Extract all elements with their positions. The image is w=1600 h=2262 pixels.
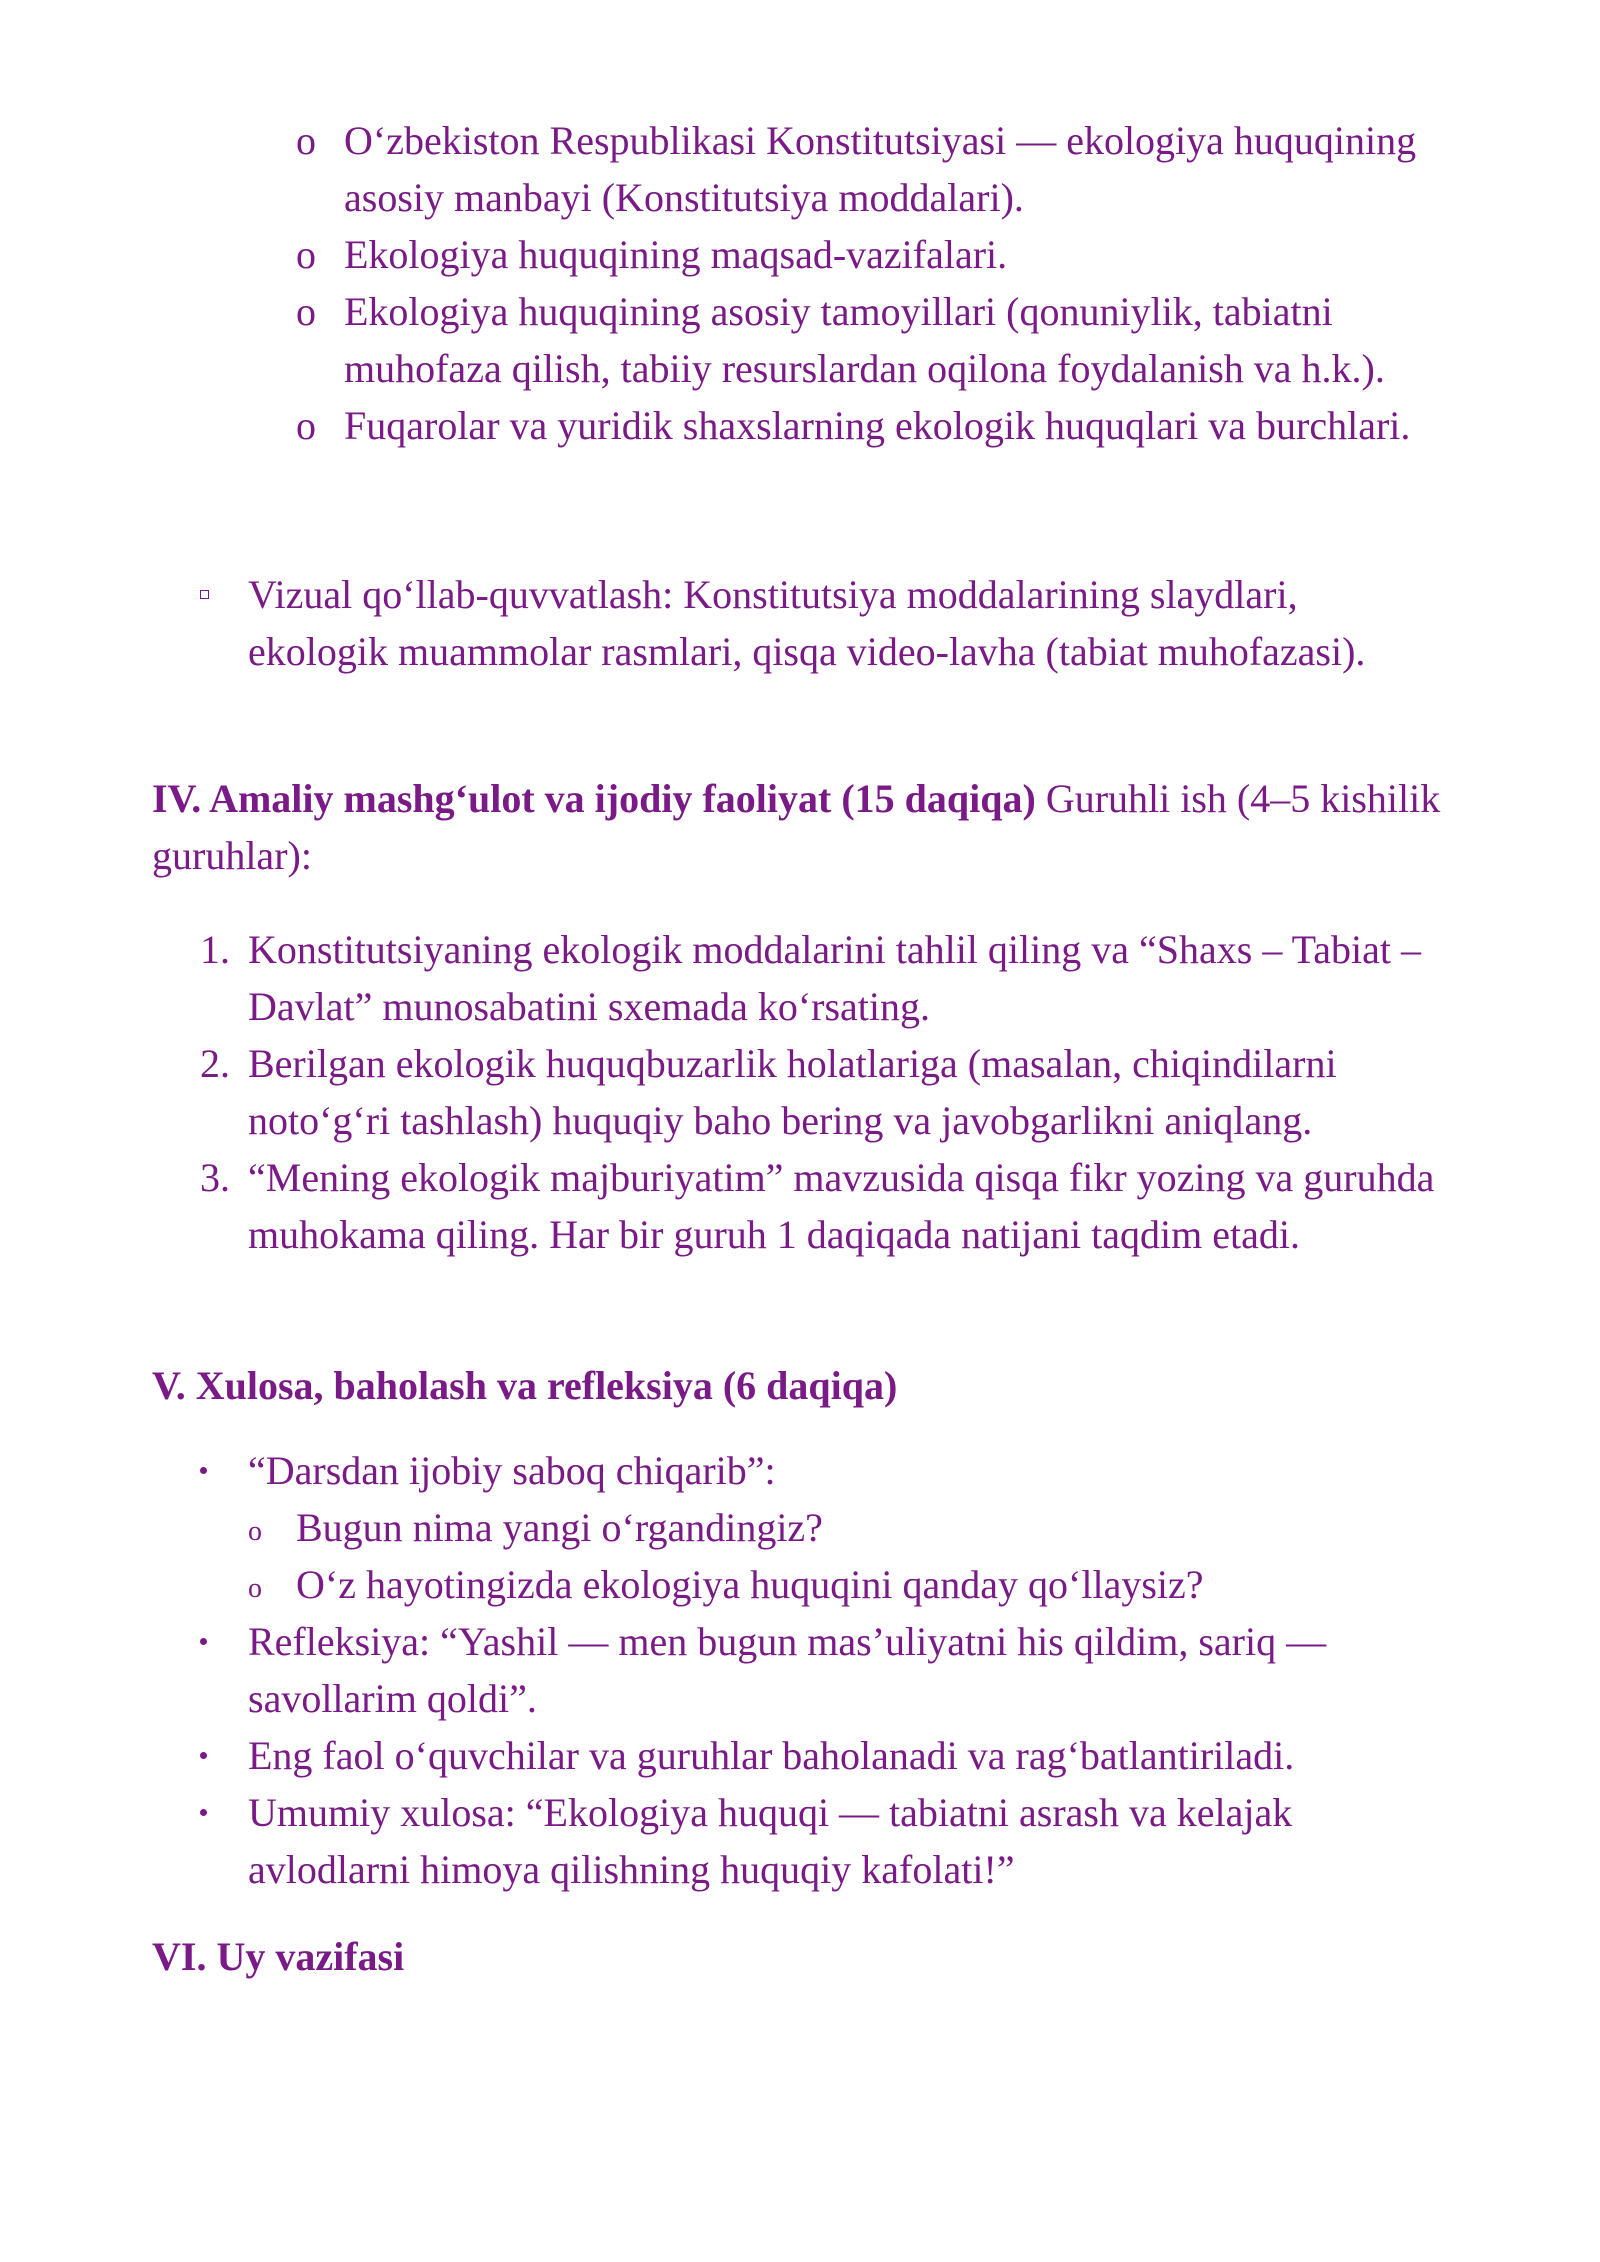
continuation-sublist: [296, 112, 1446, 454]
list-item: [200, 566, 1440, 680]
lesson-question-text: “Darsdan ijobiy saboq chiqarib”:: [248, 1448, 776, 1493]
list-item: [200, 1035, 1440, 1149]
bullet-dot-icon: [200, 1467, 207, 1474]
list-number: 2.: [200, 1041, 230, 1086]
sublist-item: [296, 283, 1446, 397]
conclusion-bullet-list: [200, 1442, 1440, 1898]
list-item: [200, 1442, 1440, 1499]
bullet-dot-icon: [200, 1638, 207, 1645]
sublist-item-text: O‘zbekiston Respublikasi Konstitutsiyasi — ekologiya huquqining asosiy manbayi (Konstitutsiya moddalari).: [344, 118, 1417, 220]
sublist-item-text: Ekologiya huquqining asosiy tamoyillari (qonuniylik, tabiatni muhofaza qilish, tabiiy resurslardan oqilona foydalanish va h.k.).: [344, 289, 1385, 391]
section-4-intro: Guruhli ish (4–5 kishilik guruhlar):: [152, 776, 1441, 878]
question-sublist: [248, 1499, 1440, 1613]
circle-bullet-icon: o: [296, 118, 316, 163]
section-6-title: VI. Uy vazifasi: [152, 1934, 405, 1979]
evaluation-text: Eng faol o‘quvchilar va guruhlar baholanadi va rag‘batlantiriladi.: [248, 1733, 1295, 1778]
section-5-heading: [152, 1357, 1452, 1414]
circle-bullet-icon: o: [296, 289, 316, 334]
sublist-item: [296, 226, 1446, 283]
summary-text: Umumiy xulosa: “Ekologiya huquqi — tabiatni asrash va kelajak avlodlarni himoya qilishning huquqiy kafolati!”: [248, 1790, 1293, 1892]
bullet-dot-icon: [200, 1752, 207, 1759]
sublist-item: [248, 1499, 1440, 1556]
visual-support-text: Vizual qo‘llab-quvvatlash: Konstitutsiya moddalarining slaydlari, ekologik muammolar rasmlari, qisqa video-lavha (tabiat muhofazasi).: [248, 572, 1366, 674]
circle-bullet-icon: o: [296, 232, 316, 277]
section-5-title: V. Xulosa, baholash va refleksiya (6 daqiqa): [152, 1363, 898, 1408]
sublist-item-text: Ekologiya huquqining maqsad-vazifalari.: [344, 232, 1008, 277]
sublist-item: [296, 397, 1446, 454]
list-item: [200, 1727, 1440, 1784]
circle-bullet-icon: o: [248, 1573, 262, 1604]
list-item: [200, 1149, 1440, 1263]
list-number: 1.: [200, 927, 230, 972]
visual-support-list: [200, 566, 1440, 680]
sublist-item-text: O‘z hayotingizda ekologiya huquqini qanday qo‘llaysiz?: [296, 1562, 1204, 1607]
circle-bullet-icon: o: [248, 1516, 262, 1547]
task-numbered-list: [200, 921, 1440, 1263]
section-4-heading: [152, 770, 1452, 884]
task-text: Berilgan ekologik huquqbuzarlik holatlariga (masalan, chiqindilarni noto‘g‘ri tashlash) huquqiy baho bering va javobgarlikni aniqlang.: [248, 1041, 1337, 1143]
task-text: Konstitutsiyaning ekologik moddalarini tahlil qiling va “Shaxs – Tabiat – Davlat” munosabatini sxemada ko‘rsating.: [248, 927, 1421, 1029]
section-6-heading: [152, 1928, 1452, 1985]
reflection-text: Refleksiya: “Yashil — men bugun mas’uliyatni his qildim, sariq — savollarim qoldi”.: [248, 1619, 1327, 1721]
list-item: [200, 921, 1440, 1035]
sublist-item: [296, 112, 1446, 226]
sublist-item-text: Fuqarolar va yuridik shaxslarning ekologik huquqlari va burchlari.: [344, 403, 1411, 448]
list-item: [200, 1784, 1440, 1898]
task-text: “Mening ekologik majburiyatim” mavzusida qisqa fikr yozing va guruhda muhokama qiling. Har bir guruh 1 daqiqada natijani taqdim etadi.: [248, 1155, 1435, 1257]
bullet-dot-icon: [200, 1809, 207, 1816]
list-item: [200, 1613, 1440, 1727]
sublist-item: [248, 1556, 1440, 1613]
sublist-item-text: Bugun nima yangi o‘rgandingiz?: [296, 1505, 823, 1550]
section-4-title: IV. Amaliy mashg‘ulot va ijodiy faoliyat (15 daqiqa): [152, 776, 1036, 821]
square-bullet-icon: [200, 590, 209, 599]
list-number: 3.: [200, 1155, 230, 1200]
circle-bullet-icon: o: [296, 403, 316, 448]
